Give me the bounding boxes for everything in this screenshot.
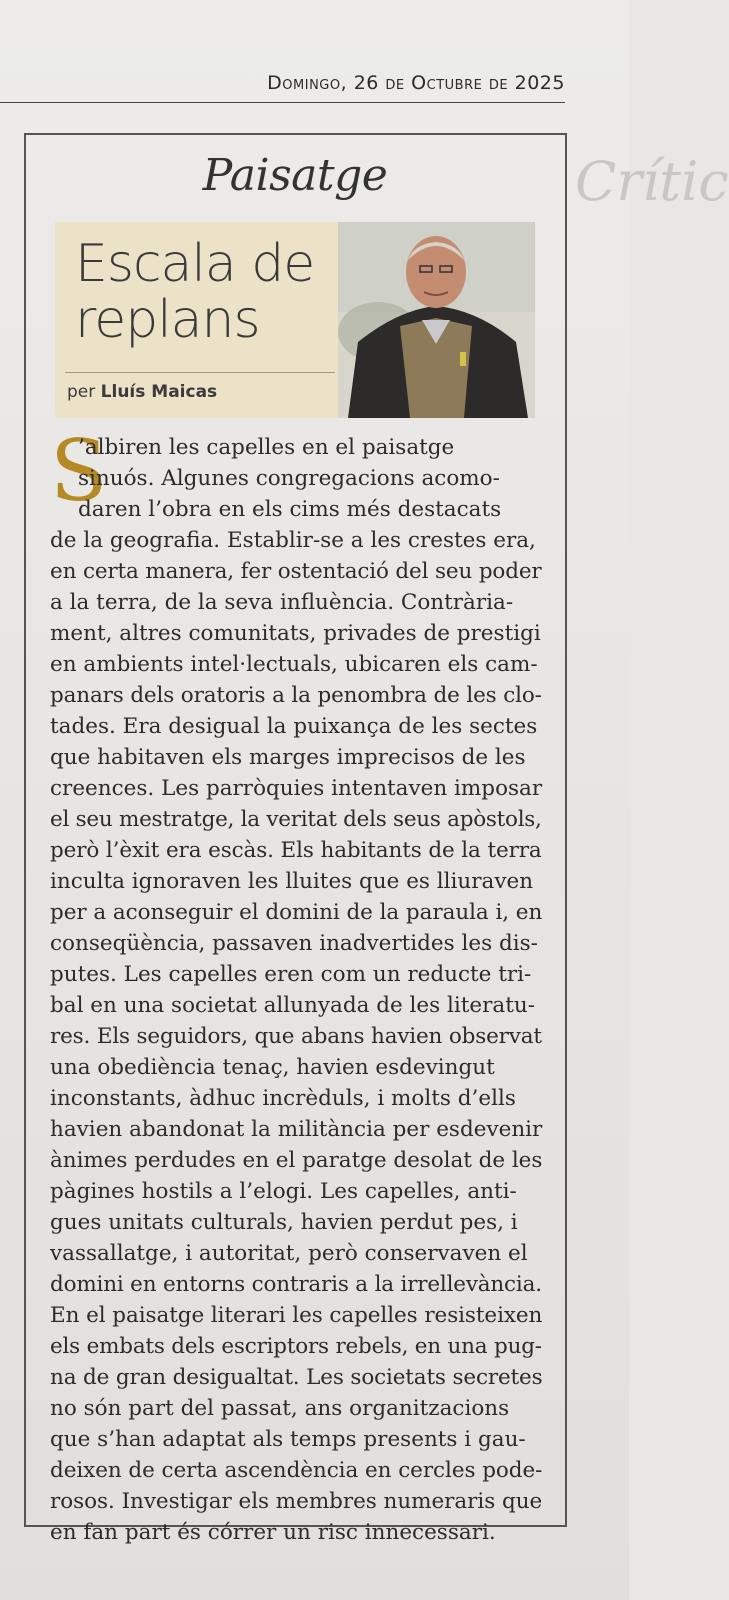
article-line: que s’han adaptat als temps presents i gau- <box>50 1427 526 1452</box>
article-line: domini en entorns contraris a la irrellevància. <box>50 1272 542 1297</box>
article-line: sinuós. Algunes congregacions acomo- <box>78 466 500 491</box>
article-line: però l’èxit era escàs. Els habitants de la terra <box>50 838 542 863</box>
article-line: bal en una societat allunyada de les literatu- <box>50 993 535 1018</box>
article-line: daren l’obra en els cims més destacats <box>78 497 502 522</box>
section-title: Paisatge <box>202 150 388 201</box>
article-line: els embats dels escriptors rebels, en una pug- <box>50 1334 542 1359</box>
article-line: gues unitats culturals, havien perdut pes, i <box>50 1210 518 1235</box>
article-line: putes. Les capelles eren com un reducte tri- <box>50 962 532 987</box>
drop-cap: S <box>50 422 108 520</box>
article-body <box>50 422 543 1548</box>
article-line: en fan part és córrer un risc innecessari. <box>50 1520 496 1545</box>
article-line: a la terra, de la seva influència. Contrària- <box>50 590 514 615</box>
article-line: una obediència tenaç, havien esdevingut <box>50 1055 495 1080</box>
header-rule <box>0 102 565 103</box>
article-line: per a aconseguir el domini de la paraula i, en <box>50 900 543 925</box>
article-line: En el paisatge literari les capelles resisteixen <box>50 1303 543 1328</box>
author-name: Lluís Maicas <box>100 382 218 402</box>
byline <box>67 382 217 402</box>
article-line: en certa manera, fer ostentació del seu poder <box>50 559 542 584</box>
article-header <box>55 222 535 418</box>
article-line: rosos. Investigar els membres numeraris que <box>50 1489 543 1514</box>
headline <box>75 236 375 348</box>
article-line: el seu mestratge, la veritat dels seus apòstols, <box>50 807 542 832</box>
article-line: deixen de certa ascendència en cercles pode- <box>50 1458 543 1483</box>
headline-line-1: Escala de <box>75 234 315 294</box>
article-line: pàgines hostils a l’elogi. Les capelles, anti- <box>50 1179 517 1204</box>
article-line: inconstants, àdhuc incrèduls, i molts d’ells <box>50 1086 516 1111</box>
article-line: ànimes perdudes en el paratge desolat de les <box>50 1148 543 1173</box>
article-line: havien abandonat la militància per esdevenir <box>50 1117 543 1142</box>
article-line: ’albiren les capelles en el paisatge <box>78 435 455 460</box>
article-line: tades. Era desigual la puixança de les sectes <box>50 714 538 739</box>
byline-prefix: per <box>67 382 96 402</box>
author-photo <box>338 222 535 418</box>
article-line: conseqüència, passaven inadvertides les dis- <box>50 931 538 956</box>
article-line: vassallatge, i autoritat, però conservaven el <box>50 1241 528 1266</box>
article-line: inculta ignoraven les lluites que es lliuraven <box>50 869 534 894</box>
article-line: de la geografia. Establir-se a les crestes era, <box>50 528 536 553</box>
article-line: panars dels oratoris a la penombra de les clo- <box>50 683 542 708</box>
article-line: en ambients intel·lectuals, ubicaren els cam- <box>50 652 538 677</box>
article-line: no són part del passat, ans organitzacions <box>50 1396 510 1421</box>
byline-rule <box>65 372 335 373</box>
article-line: que habitaven els marges imprecisos de les <box>50 745 526 770</box>
article-line: res. Els seguidors, que abans havien observat <box>50 1024 542 1049</box>
article-line: creences. Les parròquies intentaven imposar <box>50 776 543 801</box>
headline-line-2: replans <box>75 290 260 350</box>
bleed-through-text: Crític <box>575 150 729 213</box>
article-line: ment, altres comunitats, privades de prestigi <box>50 621 541 646</box>
page-date: Domingo, 26 de Octubre de 2025 <box>267 72 565 94</box>
article-line: na de gran desigualtat. Les societats secretes <box>50 1365 543 1390</box>
